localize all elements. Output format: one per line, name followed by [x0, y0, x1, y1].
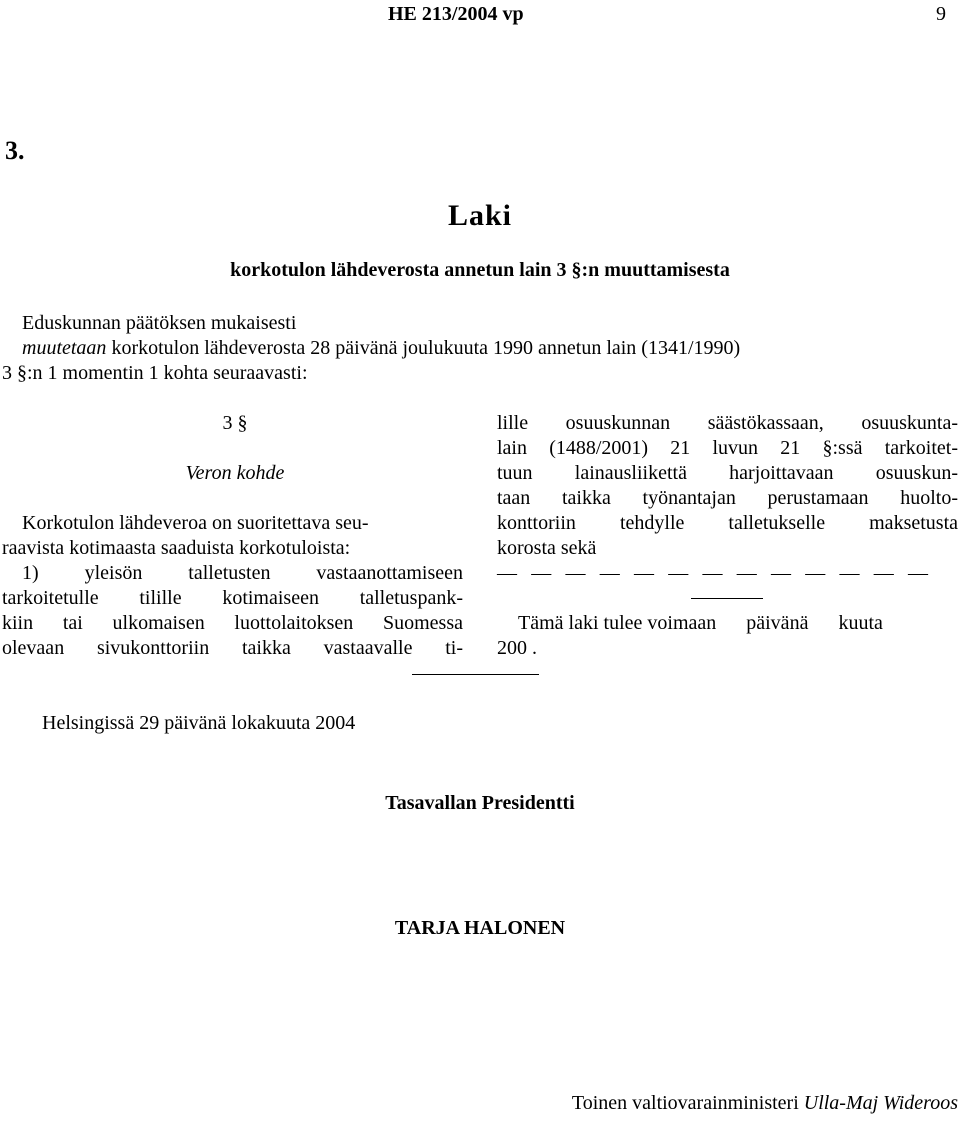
left-line-4: tarkoitetulle tilille kotimaiseen talletuspank- — [2, 587, 463, 609]
president-title: Tasavallan Presidentti — [385, 792, 575, 814]
right-line-3: tuun lainausliikettä harjoittavaan osuuskun- — [497, 462, 958, 484]
section-heading: Veron kohde — [185, 462, 285, 484]
preamble-line-1: Eduskunnan päätöksen mukaisesti — [22, 312, 297, 334]
president-name: TARJA HALONEN — [394, 917, 566, 939]
minister-role: Toinen valtiovarainministeri — [571, 1092, 804, 1114]
omission-dashes: — — — — — — — — — — — — — — [497, 562, 928, 584]
law-subtitle: korkotulon lähdeverosta annetun lain 3 §:n muuttamisesta — [230, 259, 730, 281]
left-line-2: raavista kotimaasta saaduista korkotuloista: — [2, 537, 351, 559]
right-line-2: lain (1488/2001) 21 luvun 21 §:ssä tarkoitet- — [497, 437, 958, 459]
separator-rule — [412, 674, 539, 675]
right-line-5: konttoriin tehdylle talletukselle maksetusta — [497, 512, 958, 534]
minister-name: Ulla-Maj Wideroos — [803, 1092, 958, 1114]
document-id: HE 213/2004 vp — [388, 3, 524, 25]
entry-into-force-year: 200 . — [497, 637, 537, 659]
page-number: 9 — [936, 3, 946, 25]
entry-into-force: Tämä laki tulee voimaan päivänä kuuta — [518, 612, 883, 634]
place-and-date: Helsingissä 29 päivänä lokakuuta 2004 — [42, 712, 356, 734]
right-line-1: lille osuuskunnan säästökassaan, osuuskunta- — [497, 412, 958, 434]
preamble-line-2 — [22, 336, 740, 361]
left-line-3: 1) yleisön talletusten vastaanottamiseen — [22, 562, 463, 584]
section-paragraph-number: 3 § — [222, 412, 248, 434]
left-line-1: Korkotulon lähdeveroa on suoritettava seu- — [22, 512, 369, 534]
right-line-4: taan taikka työnantajan perustamaan huolto- — [497, 487, 958, 509]
law-title: Laki — [447, 199, 513, 232]
separator-rule-short — [691, 598, 763, 599]
minister-signature — [572, 1091, 958, 1116]
left-line-6: olevaan sivukonttoriin taikka vastaavalle ti- — [2, 637, 463, 659]
right-line-6: korosta sekä — [497, 537, 597, 559]
preamble-line-2-rest: korkotulon lähdeverosta 28 päivänä joulukuuta 1990 annetun lain (1341/1990) — [106, 337, 741, 359]
preamble-verb: muutetaan — [22, 337, 107, 359]
left-line-5: kiin tai ulkomaisen luottolaitoksen Suomessa — [2, 612, 463, 634]
preamble-line-3: 3 §:n 1 momentin 1 kohta seuraavasti: — [2, 362, 308, 384]
section-number: 3. — [5, 136, 25, 165]
